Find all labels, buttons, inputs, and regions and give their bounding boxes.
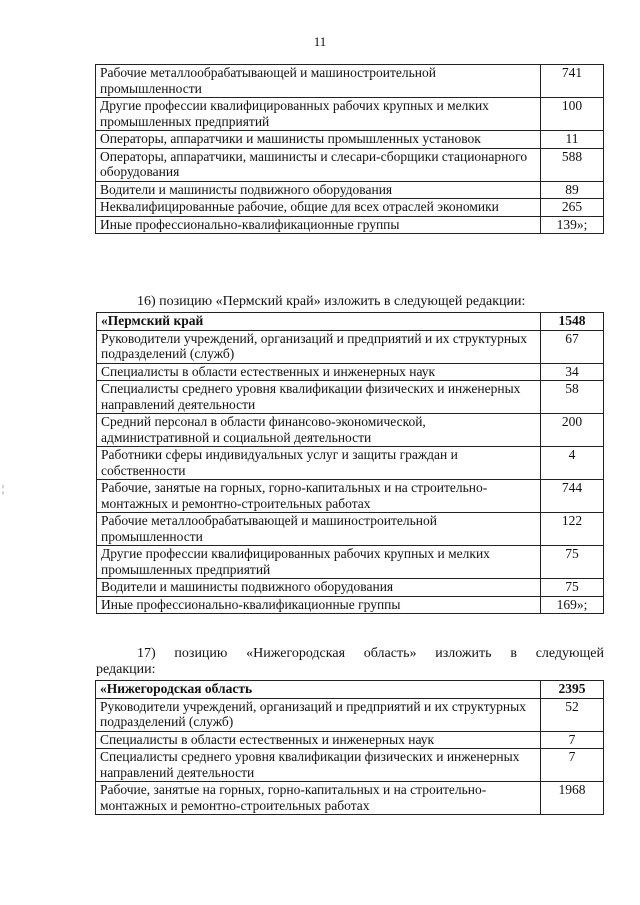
row-label: Неквалифицированные рабочие, общие для всех отраслей экономики [96,199,541,217]
region-name: «Нижегородская область [96,681,541,699]
table-row [96,749,604,782]
row-value: 67 [541,330,604,363]
table-row [97,480,604,513]
table-row [97,330,604,363]
nizhny-novgorod-table [95,680,604,815]
region-total: 2395 [541,681,604,699]
row-label: Рабочие металлообрабатывающей и машиностроительной промышленности [97,513,541,546]
row-label: Специалисты среднего уровня квалификации физических и инженерных направлений деятельности [97,381,541,414]
row-value: 265 [541,199,604,217]
row-value: 11 [541,131,604,149]
row-value: 7 [541,731,604,749]
table-row [97,381,604,414]
row-label: Другие профессии квалифицированных рабочих крупных и мелких промышленных предприятий [96,98,541,131]
region-total: 1548 [541,313,604,331]
row-label: Руководители учреждений, организаций и предприятий и их структурных подразделений (служб) [97,330,541,363]
row-label: Средний персонал в области финансово-экономической, административной и социальной деятельности [97,414,541,447]
row-value: 741 [541,65,604,98]
row-label: Иные профессионально-квалификационные группы [97,596,541,614]
perm-krai-table [96,312,604,614]
paragraph-17-line1: 17) позицию «Нижегородская область» изложить в следующей [137,646,604,661]
row-value: 200 [541,414,604,447]
table-row [96,65,604,98]
region-name: «Пермский край [97,313,541,331]
table-row [96,98,604,131]
table-row [97,447,604,480]
row-value: 588 [541,148,604,181]
row-value: 122 [541,513,604,546]
table-row [97,363,604,381]
row-label: Иные профессионально-квалификационные группы [96,216,541,234]
row-value: 139»; [541,216,604,234]
occupations-table-continued [95,64,604,234]
row-label: Рабочие, занятые на горных, горно-капитальных и на строительно-монтажных и ремонтно-строительных работах [96,782,541,815]
table-row [97,596,604,614]
row-value: 4 [541,447,604,480]
row-label: Водители и машинисты подвижного оборудования [96,181,541,199]
row-value: 58 [541,381,604,414]
table-row [97,414,604,447]
table-row [97,513,604,546]
table-header-row [96,681,604,699]
row-value: 169»; [541,596,604,614]
table-row [96,199,604,217]
row-value: 1968 [541,782,604,815]
table-row [96,731,604,749]
paragraph-16: 16) позицию «Пермский край» изложить в следующей редакции: [137,294,526,309]
table-row [96,131,604,149]
row-label: Операторы, аппаратчики и машинисты промышленных установок [96,131,541,149]
margin-scan-mark: ¦ [2,484,5,495]
table-row [96,782,604,815]
table-row [96,698,604,731]
table-row [96,216,604,234]
table-row [97,546,604,579]
row-label: Другие профессии квалифицированных рабочих крупных и мелких промышленных предприятий [97,546,541,579]
row-label: Операторы, аппаратчики, машинисты и слесари-сборщики стационарного оборудования [96,148,541,181]
row-label: Специалисты в области естественных и инженерных наук [97,363,541,381]
row-value: 75 [541,546,604,579]
row-value: 7 [541,749,604,782]
row-label: Водители и машинисты подвижного оборудования [97,579,541,597]
row-label: Рабочие металлообрабатывающей и машиностроительной промышленности [96,65,541,98]
row-label: Специалисты в области естественных и инженерных наук [96,731,541,749]
page-number: 11 [313,34,327,49]
table-row [97,579,604,597]
row-label: Руководители учреждений, организаций и предприятий и их структурных подразделений (служб) [96,698,541,731]
table-header-row [97,313,604,331]
row-value: 89 [541,181,604,199]
table-row [96,181,604,199]
paragraph-17-line2: редакции: [96,662,156,677]
row-label: Работники сферы индивидуальных услуг и защиты граждан и собственности [97,447,541,480]
row-value: 52 [541,698,604,731]
row-label: Рабочие, занятые на горных, горно-капитальных и на строительно-монтажных и ремонтно-строительных работах [97,480,541,513]
row-value: 744 [541,480,604,513]
row-value: 100 [541,98,604,131]
table-row [96,148,604,181]
row-label: Специалисты среднего уровня квалификации физических и инженерных направлений деятельности [96,749,541,782]
row-value: 75 [541,579,604,597]
row-value: 34 [541,363,604,381]
